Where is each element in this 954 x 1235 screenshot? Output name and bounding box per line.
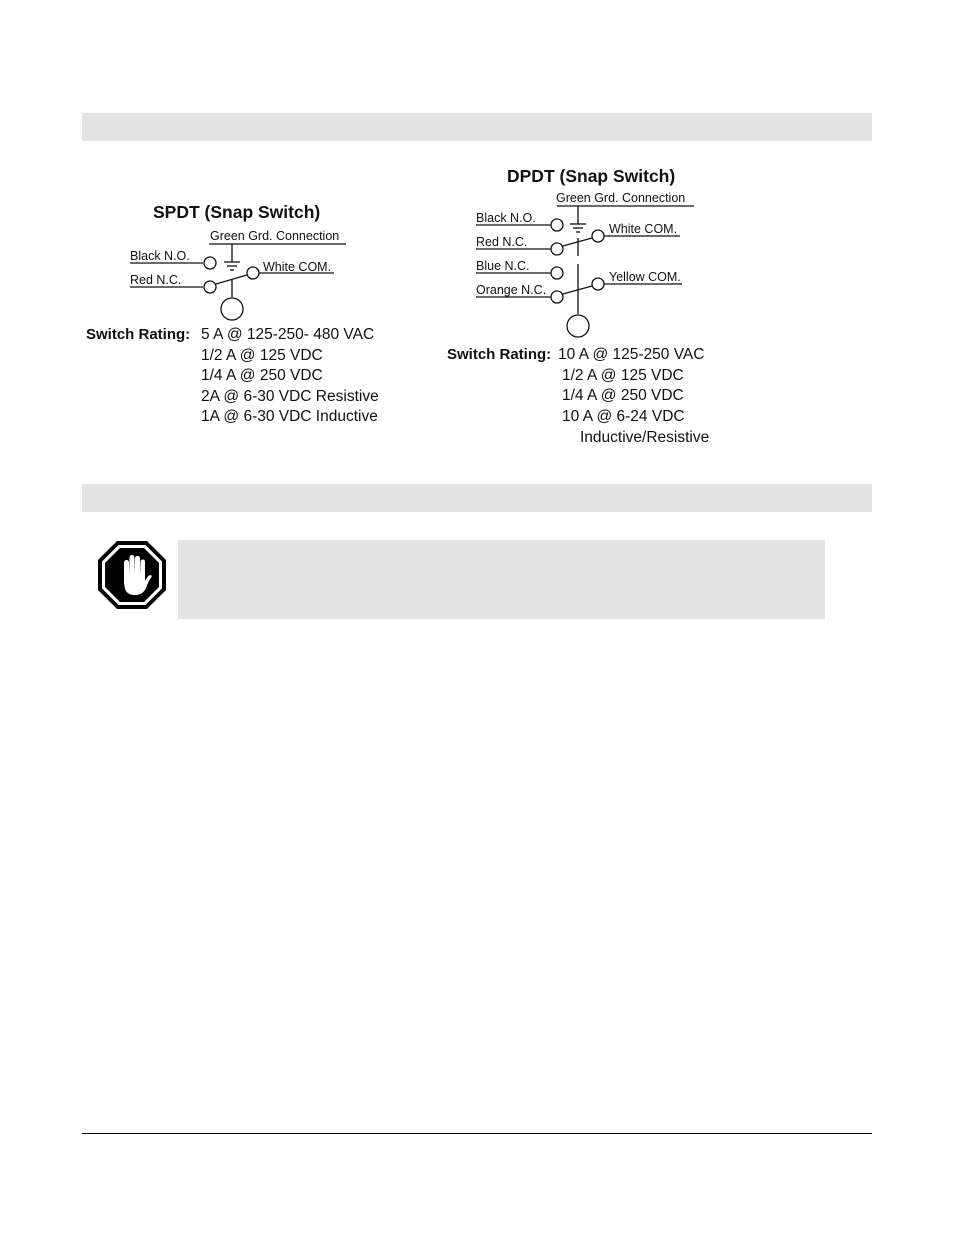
stop-hand-icon: [96, 539, 168, 611]
dpdt-com2-label: Yellow COM.: [609, 270, 681, 284]
dpdt-nc2-label: Blue N.C.: [476, 259, 530, 273]
spdt-title: SPDT (Snap Switch): [153, 202, 321, 222]
dpdt-rating-label: Switch Rating:: [447, 346, 552, 363]
spdt-rating-line: 1A @ 6-30 VDC Inductive: [201, 408, 378, 425]
dpdt-title: DPDT (Snap Switch): [507, 166, 676, 186]
spdt-rating-line: 5 A @ 125-250- 480 VAC: [201, 326, 375, 343]
dpdt-rating-line: 1/2 A @ 125 VDC: [562, 367, 684, 384]
dpdt-com1-label: White COM.: [609, 222, 678, 236]
dpdt-ground-label: Green Grd. Connection: [556, 191, 686, 205]
spdt-rating-label: Switch Rating:: [86, 326, 191, 343]
spdt-rating-line: 2A @ 6-30 VDC Resistive: [201, 388, 379, 405]
section-header-band-middle: [82, 484, 872, 512]
spdt-nc-label: Red N.C.: [130, 273, 182, 287]
dpdt-nc3-label: Orange N.C.: [476, 283, 547, 297]
footer-rule: [82, 1133, 872, 1134]
dpdt-rating-line: 10 A @ 125-250 VAC: [558, 346, 705, 363]
dpdt-rating-line: Inductive/Resistive: [580, 429, 710, 446]
dpdt-no1-label: Black N.O.: [476, 211, 536, 225]
spdt-com-label: White COM.: [263, 260, 332, 274]
spdt-rating-line: 1/2 A @ 125 VDC: [201, 347, 323, 364]
dpdt-rating-line: 1/4 A @ 250 VDC: [562, 387, 684, 404]
warning-callout-box: [178, 540, 825, 619]
spdt-ground-label: Green Grd. Connection: [210, 229, 340, 243]
spdt-no-label: Black N.O.: [130, 249, 190, 263]
spdt-rating-line: 1/4 A @ 250 VDC: [201, 367, 323, 384]
dpdt-rating-line: 10 A @ 6-24 VDC: [562, 408, 685, 425]
dpdt-nc1-label: Red N.C.: [476, 235, 528, 249]
